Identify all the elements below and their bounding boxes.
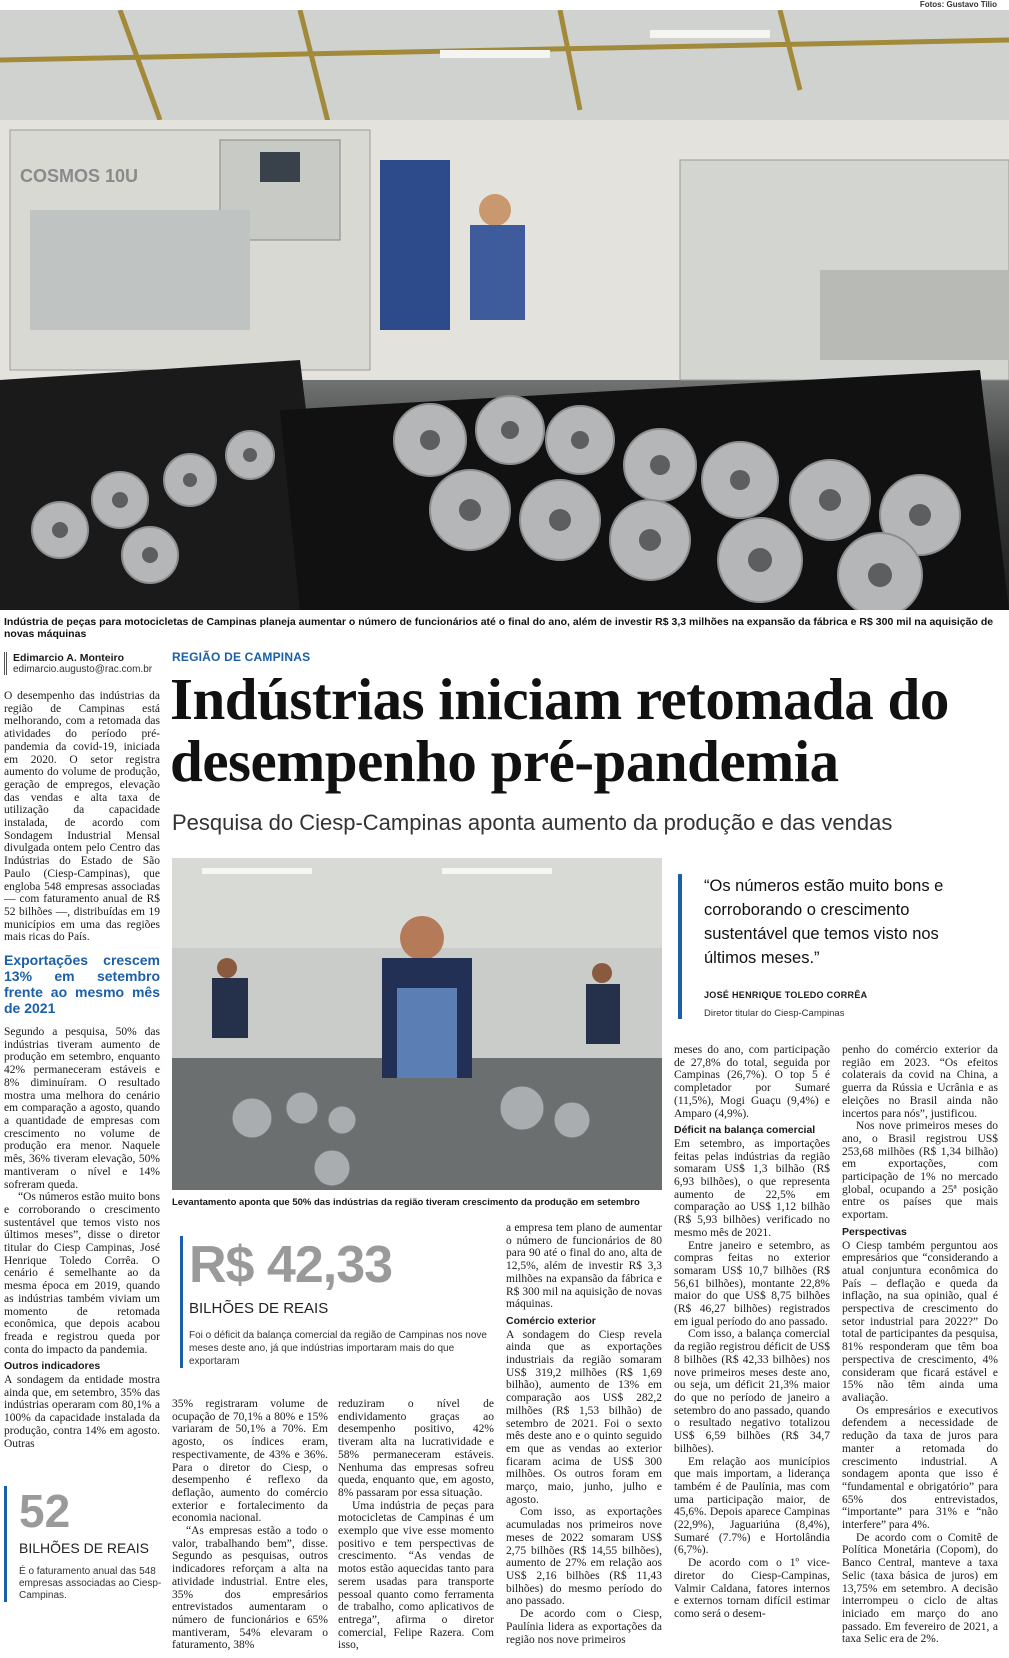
exports-subhead: Exportações crescem 13% em setembro frente ao mesmo mês de 2021 [4,952,160,1017]
photo-credit: Fotos: Gustavo Tilio [919,0,997,9]
paragraph: Nos nove primeiros meses do ano, o Brasil registrou US$ 253,68 milhões (R$ 1,34 bilhão) em exportações, com participação de 1% no mercado global, ocupando a 25ª posição entre os países que mais exportam. [842,1120,998,1222]
column-4 [506,1222,662,1646]
section-tag: REGIÃO DE CAMPINAS [172,650,311,664]
subhead: Perspectivas [842,1225,907,1238]
paragraph: Em relação aos municípios que mais importam, a liderança também é de Paulínia, mas com uma participação maior, de 45,6%. Depois aparece Campinas (22,9%), Jaguariúna (8,4%), Sumaré (7.7%) e Hortolândia (6,7%). [674,1455,830,1557]
machine-label: COSMOS 10U [20,166,139,186]
paragraph: A sondagem da entidade mostra ainda que, em setembro, 35% das indústrias operaram com 80,1% a 100% da capacidade instalada da produção, contra 14% em agosto. Outras [4,1374,160,1450]
deck: Pesquisa do Ciesp-Campinas aponta aumento da produção e das vendas [172,810,893,835]
paragraph: Os empresários e executivos defendem a necessidade de redução da taxa de juros para manter a retomada do crescimento industrial. A sondagem aponta que isso é “fundamental e obrigatório” para 65% dos entrevistados, “importante” para 31% e “não interfere” para 4%. [842,1404,998,1532]
paragraph: Com isso, as exportações acumuladas nos primeiros nove meses de 2022 somaram US$ 2,75 bilhões (R$ 14,55 bilhões), aumento de 27% em relação aos US$ 2,16 bilhões (R$ 11,43 bilhões) do mesmo período do ano passado. [506,1506,662,1608]
paragraph: A sondagem do Ciesp revela ainda que as exportações industriais da região somaram US$ 319,2 milhões (R$ 1,69 bilhão), aumento de 13% em comparação aos US$ 282,2 milhões (R$ 1,53 bilhão) de setembro de 2021. Foi o sexto mês deste ano e o quinto seguido em que as vendas ao exterior ficaram acima de US$ 300 milhões. Os outros foram em março, maio, junho, julho e agosto. [506,1328,662,1506]
paragraph: penho do comércio exterior da região em 2023. “Os efeitos colaterais da covid na China, a guerra da Rússia e Ucrânia e as eleições no Brasil ainda não incertos para nós”, justificou. [842,1044,998,1120]
stat-value: 52 [19,1485,71,1537]
photo-caption: Levantamento aponta que 50% das indústrias da região tiveram crescimento da produção em setembro [172,1197,640,1208]
quote-text: “Os números estão muito bons e corroborando o crescimento sustentável que temos visto nos últimos meses.” [704,877,944,967]
byline [4,652,162,675]
column-5 [674,1044,830,1621]
column-2 [172,1398,328,1652]
factory-photo [172,858,662,1190]
hero-photo [0,10,1009,610]
paragraph: a empresa tem plano de aumentar o número de funcionários de 80 para 90 até o final do ano, alta de 12,5%, além de investir R$ 3,3 milhões na expansão da fábrica e R$ 300 mil na aquisição de novas máquinas. [506,1222,662,1311]
paragraph: reduziram o nível de endividamento graças ao desempenho positivo, 42% tiveram alta na lucratividade e 58% permaneceram estáveis. Nenhuma das empresas sofreu queda, enquanto que, em agosto, 8% passaram por essa situação. [338,1398,494,1499]
paragraph: “As empresas estão a todo o valor, trabalhando bem”, disse. Segundo as pesquisas, outros indicadores reforçam a alta na atividade industrial. Entre eles, 35% dos empresários entrevistados aumentaram o número de funcionários e 65% mantiveram, 54% elevaram o faturamento, 38% [172,1525,328,1652]
paragraph: De acordo com o Ciesp, Paulínia lidera as exportações da região nos nove primeiros [506,1608,662,1646]
subhead: Déficit na balança comercial [674,1124,816,1137]
paragraph: O desempenho das indústrias da região de Campinas está melhorando, com a retomada das atividades do período pré-pandemia da covid-19, iniciada em 2020. O setor registra aumento do volume de produção, geração de empregos, elevação das vendas e alta taxa de utilização da capacidade instalada, de acordo com Sondagem Industrial Mensal divulgada ontem pelo Centro das Indústrias do Estado de São Paulo (Ciesp-Campinas), que engloba 548 empresas associadas — com faturamento anual de R$ 52 bilhões —, distribuídas em 19 municípios em uma das regiões mais ricas do País. [4,690,160,944]
paragraph: De acordo com o Comitê de Política Monetária (Copom), do Banco Central, manteve a taxa Selic (taxa básica de juros) em 13,75% em setembro. A decisão interrompeu o ciclo de altas iniciado em março do ano passado. Em fevereiro de 2021, a taxa Selic era de 2%. [842,1531,998,1646]
paragraph: O Ciesp também perguntou aos empresários que “considerando a atual conjuntura econômica do País – deflação e queda da inflação, na sua opinião, qual é perspectiva de crescimento do setor industrial para 2022?” Do total de participantes da pesquisa, 81% responderam que têm boa perspectiva de crescimento, 4% consideram que ficará estável e 15% não têm ainda uma avaliação. [842,1239,998,1404]
stat-unit: BILHÕES DE REAIS [189,1300,329,1317]
hero-caption: Indústria de peças para motocicletas de Campinas planeja aumentar o número de funcionários até o final do ano, além de investir R$ 3,3 milhões na expansão da fábrica e R$ 300 mil na aquisição de novas máquinas [4,616,994,640]
paragraph: Com isso, a balança comercial da região registrou déficit de US$ 8 bilhões (R$ 42,33 bilhões) nos nove primeiros meses deste ano, ou seja, um déficit 21,3% maior do que no período de janeiro a setembro do ano passado, quando o resultado negativo totalizou US$ 6,59 bilhões (R$ 34,7 bilhões). [674,1328,830,1455]
paragraph: De acordo com o 1º vice-diretor do Ciesp-Campinas, Valmir Caldana, fatores internos e externos tornam difícil estimar como será o desem- [674,1557,830,1620]
paragraph: Segundo a pesquisa, 50% das indústrias tiveram aumento de produção em setembro, enquanto 42% permaneceram estáveis e 8% diminuíram. O resultado mostra uma melhora do cenário em comparação a agosto, quando a quantidade de empresas com crescimento no volume de produção era menor. Naquele mês, 36% tiveram elevação, 50% mantiveram o nível e 14% sofreram queda. [4,1026,160,1191]
author-name: Edimarcio A. Monteiro [13,652,125,664]
stat-description: Foi o déficit da balança comercial da região de Campinas nos nove meses deste ano, já que indústrias importaram mais do que exportaram [189,1330,487,1367]
quote-author-role: Diretor titular do Ciesp-Campinas [704,1008,845,1019]
paragraph: Em setembro, as importações feitas pelas indústrias da região somaram US$ 1,3 bilhão (R$ 6,93 bilhões), o que representa aumento de 22,5% em comparação ao US$ 1,12 bilhão (R$ 5,93 bilhões) verificado no mesmo mês de 2021. [674,1137,830,1239]
paragraph: “Os números estão muito bons e corroborando o crescimento sustentável que temos visto nos últimos meses”, disse o diretor titular do Ciesp Campinas, José Henrique Toledo Corrêa. O cenário é semelhante ao da mesma época em 2019, quando as indústrias também viviam um momento de retomada econômica, que depois acabou freada e registrou queda por conta do impacto da pandemia. [4,1191,160,1356]
column-3 [338,1398,494,1652]
author-email[interactable]: edimarcio.augusto@rac.com.br [13,664,153,675]
quote-author: JOSÉ HENRIQUE TOLEDO CORRÊA [704,990,868,1000]
subhead: Outros indicadores [4,1360,101,1373]
column-1 [4,690,160,1450]
stat-description: É o faturamento anual das 548 empresas associadas ao Ciesp-Campinas. [19,1566,162,1601]
column-6 [842,1044,998,1646]
stat-value: R$ 42,33 [189,1236,393,1294]
headline: Indústrias iniciam retomada do desempenho pré-pandemia [170,666,949,794]
stat-box-4233 [180,1236,500,1368]
paragraph: meses do ano, com participação de 27,8% do total, seguida por Campinas (26,7%). O top 5 é completador por Sumaré (11,5%), Mogi Guaçu (9,4%) e Amparo (4,9%). [674,1044,830,1120]
subhead: Comércio exterior [506,1314,596,1327]
pull-quote [678,874,988,1019]
stat-unit: BILHÕES DE REAIS [19,1540,149,1556]
stat-box-52 [4,1486,164,1602]
paragraph: 35% registraram volume de ocupação de 70,1% a 80% e 15% variaram de 50,1% a 70%. Em agosto, os índices eram, respectivamente, de 43% e 36%. Para o diretor do Ciesp, o desempenho é reflexo da deflação, aumento do comércio exterior e fortalecimento da economia nacional. [172,1398,328,1525]
paragraph: Entre janeiro e setembro, as compras feitas no exterior somaram US$ 10,7 bilhões (R$ 56,61 bilhões), montante 22,8% maior do que US$ 8,75 bilhões (R$ 46,27 bilhões) registrados em igual período do ano passado. [674,1239,830,1328]
paragraph: Uma indústria de peças para motocicletas de Campinas é um exemplo que vive esse momento positivo e tem perspectivas de crescimento. “As vendas de motos estão aquecidas tanto para serem usadas para transporte pessoal quanto como ferramenta de trabalho, como aplicativos de entrega”, afirma o diretor comercial, Felipe Razera. Com isso, [338,1499,494,1652]
